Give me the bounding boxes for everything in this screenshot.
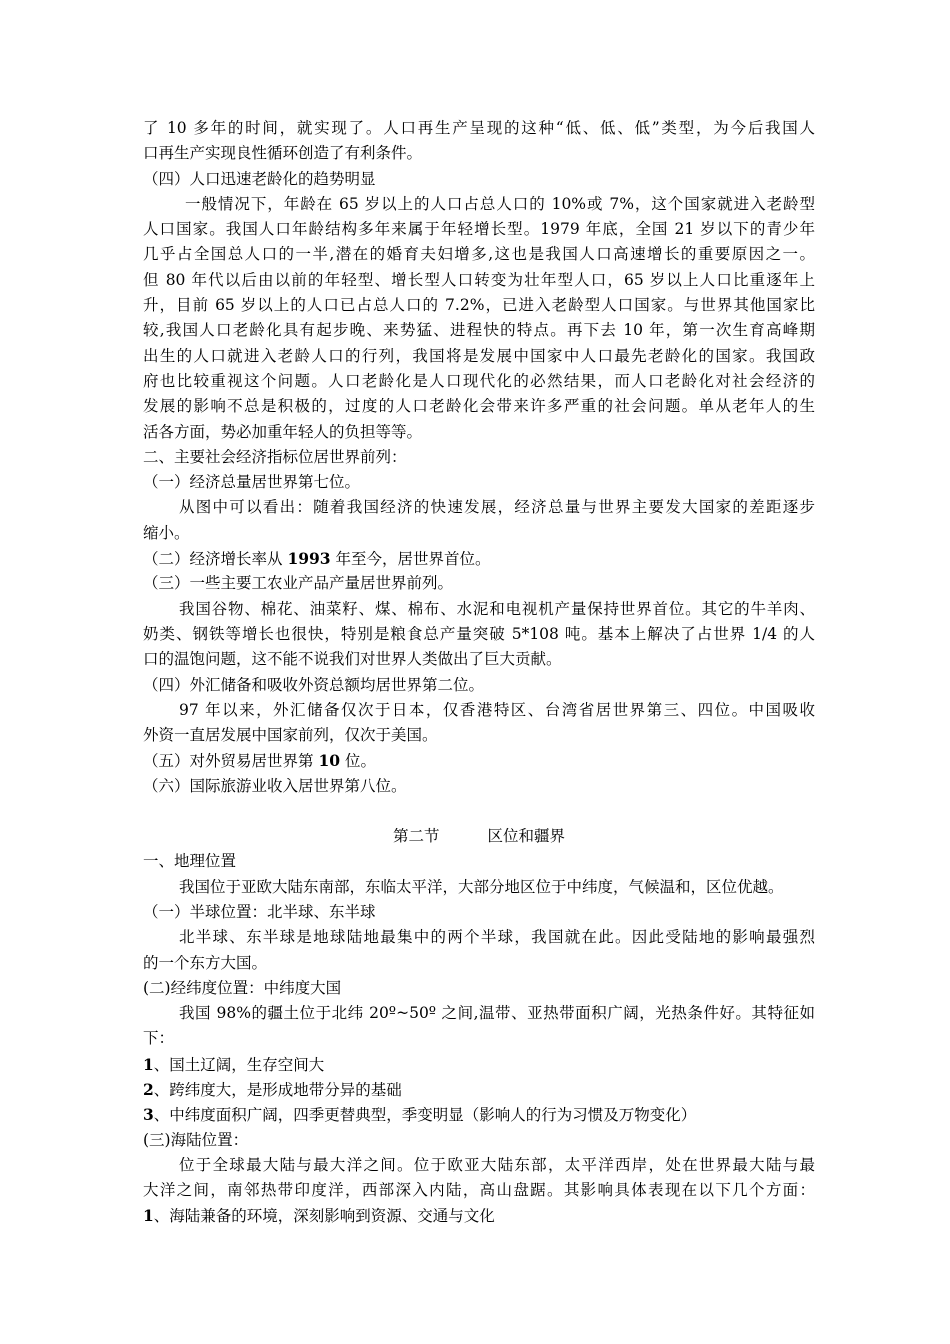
heading: 二、主要社会经济指标位居世界前列： (143, 447, 407, 466)
paragraph-line: 我国谷物、棉花、油菜籽、煤、棉布、水泥和电视机产量保持世界首位。其它的牛羊肉、 (179, 599, 815, 618)
list-text: 、国土辽阔，生存空间大 (153, 1055, 325, 1074)
subheading: （四）人口迅速老龄化的趋势明显 (143, 169, 376, 188)
list-text: 、海陆兼备的环境，深刻影响到资源、交通与文化 (153, 1207, 495, 1226)
heading: 一、地理位置 (143, 852, 237, 871)
subheading (143, 546, 815, 571)
paragraph-line: 从图中可以看出：随着我国经济的快速发展，经济总量与世界主要发大国家的差距逐步 (179, 498, 815, 517)
section-name: 区位和疆界 (487, 827, 566, 846)
list-item (143, 1052, 815, 1077)
subheading: （三）一些主要工农业产品产量居世界前列。 (143, 574, 454, 593)
paragraph-line: 升，目前 65 岁以上的人口已占总人口的 7.2%，已进入老龄型人口国家。与世界其他国家比 (143, 296, 815, 315)
paragraph-line: 外资一直居发展中国家前列，仅次于美国。 (143, 726, 438, 745)
paragraph-line: 府也比较重视这个问题。人口老龄化是人口现代化的必然结果，而人口老龄化对社会经济的 (143, 371, 815, 390)
paragraph-line: 了 10 多年的时间，就实现了。人口再生产呈现的这种“低、低、低”类型，为今后我国人 (143, 119, 815, 137)
paragraph-line: 一般情况下，年龄在 65 岁以上的人口占总人口的 10%或 7%，这个国家就进入老龄型 (185, 194, 815, 213)
paragraph-line: 下： (143, 1029, 175, 1048)
list-number: 1 (143, 1054, 154, 1074)
paragraph-line: 北半球、东半球是地球陆地最集中的两个半球，我国就在此。因此受陆地的影响最强烈 (179, 928, 815, 947)
paragraph-line: 口的温饱问题，这不能不说我们对世界人类做出了巨大贡献。 (143, 650, 562, 669)
subheading (143, 748, 815, 773)
list-text: 、中纬度面积广阔，四季更替典型，季变明显（影响人的行为习惯及万物变化） (153, 1106, 697, 1125)
paragraph-line: 的一个东方大国。 (143, 953, 268, 972)
document-page (143, 116, 815, 1229)
list-number: 3 (143, 1105, 154, 1125)
paragraph-line: 大洋之间，南邻热带印度洋，西部深入内陆，高山盘踞。其影响具体表现在以下几个方面： (143, 1181, 815, 1200)
subheading: (三)海陆位置： (143, 1130, 249, 1149)
subheading-text: 位。 (340, 752, 376, 771)
year-number: 1993 (287, 549, 331, 569)
paragraph-line: 97 年以来，外汇储备仅次于日本，仅香港特区、台湾省居世界第三、四位。中国吸收 (179, 700, 815, 719)
subheading: (二)经纬度位置：中纬度大国 (143, 978, 342, 997)
paragraph-line: 活各方面，势必加重年轻人的负担等等。 (143, 422, 423, 441)
paragraph-line: 缩小。 (143, 523, 190, 542)
paragraph-line: 奶类、钢铁等增长也很快，特别是粮食总产量突破 5*108 吨。基本上解决了占世界 1/4 的人 (143, 624, 815, 643)
paragraph-line: 发展的影响不总是积极的，过度的人口老龄化会带来许多严重的社会问题。单从老年人的生 (143, 397, 815, 416)
list-item (143, 1077, 815, 1102)
list-number: 1 (143, 1206, 154, 1226)
list-number: 2 (143, 1079, 154, 1099)
subheading: （六）国际旅游业收入居世界第八位。 (143, 776, 407, 795)
list-item (143, 1102, 815, 1127)
section-number: 第二节 (392, 827, 440, 846)
subheading-text: （五）对外贸易居世界第 (143, 752, 319, 771)
list-item (143, 1203, 815, 1228)
section-title (143, 824, 815, 849)
paragraph-line: 几乎占全国总人口的一半,潜在的婚育夫妇增多,这也是我国人口高速增长的重要原因之一。 (143, 245, 815, 264)
paragraph-line: 但 80 年代以后由以前的年轻型、增长型人口转变为壮年型人口，65 岁以上人口比重逐年上 (143, 270, 815, 289)
subheading-text: 年至今，居世界首位。 (330, 550, 491, 569)
paragraph-line: 我国 98%的疆土位于北纬 20º~50º 之间,温带、亚热带面积广阔，光热条件好。其特征如 (179, 1004, 815, 1023)
paragraph-line: 位于全球最大陆与最大洋之间。位于欧亚大陆东部，太平洋西岸，处在世界最大陆与最 (179, 1155, 815, 1174)
blank-line (143, 799, 815, 824)
rank-number: 10 (318, 751, 341, 771)
paragraph-line: 人口国家。我国人口年龄结构多年来属于年轻增长型。1979 年底，全国 21 岁以下的青少年 (143, 220, 815, 239)
paragraph-line: 口再生产实现良性循环创造了有利条件。 (143, 144, 423, 163)
subheading: （一）经济总量居世界第七位。 (143, 473, 361, 492)
list-text: 、跨纬度大，是形成地带分异的基础 (153, 1080, 402, 1099)
subheading: （四）外汇储备和吸收外资总额均居世界第二位。 (143, 675, 485, 694)
paragraph-line: 我国位于亚欧大陆东南部，东临太平洋，大部分地区位于中纬度，气候温和，区位优越。 (179, 877, 784, 896)
paragraph-line: 较,我国人口老龄化具有起步晚、来势猛、进程快的特点。再下去 10 年，第一次生育高峰期 (143, 321, 815, 340)
subheading-text: （二）经济增长率从 (143, 550, 288, 569)
paragraph-line: 出生的人口就进入老龄人口的行列，我国将是发展中国家中人口最先老龄化的国家。我国政 (143, 346, 815, 365)
subheading: （一）半球位置：北半球、东半球 (143, 902, 376, 921)
